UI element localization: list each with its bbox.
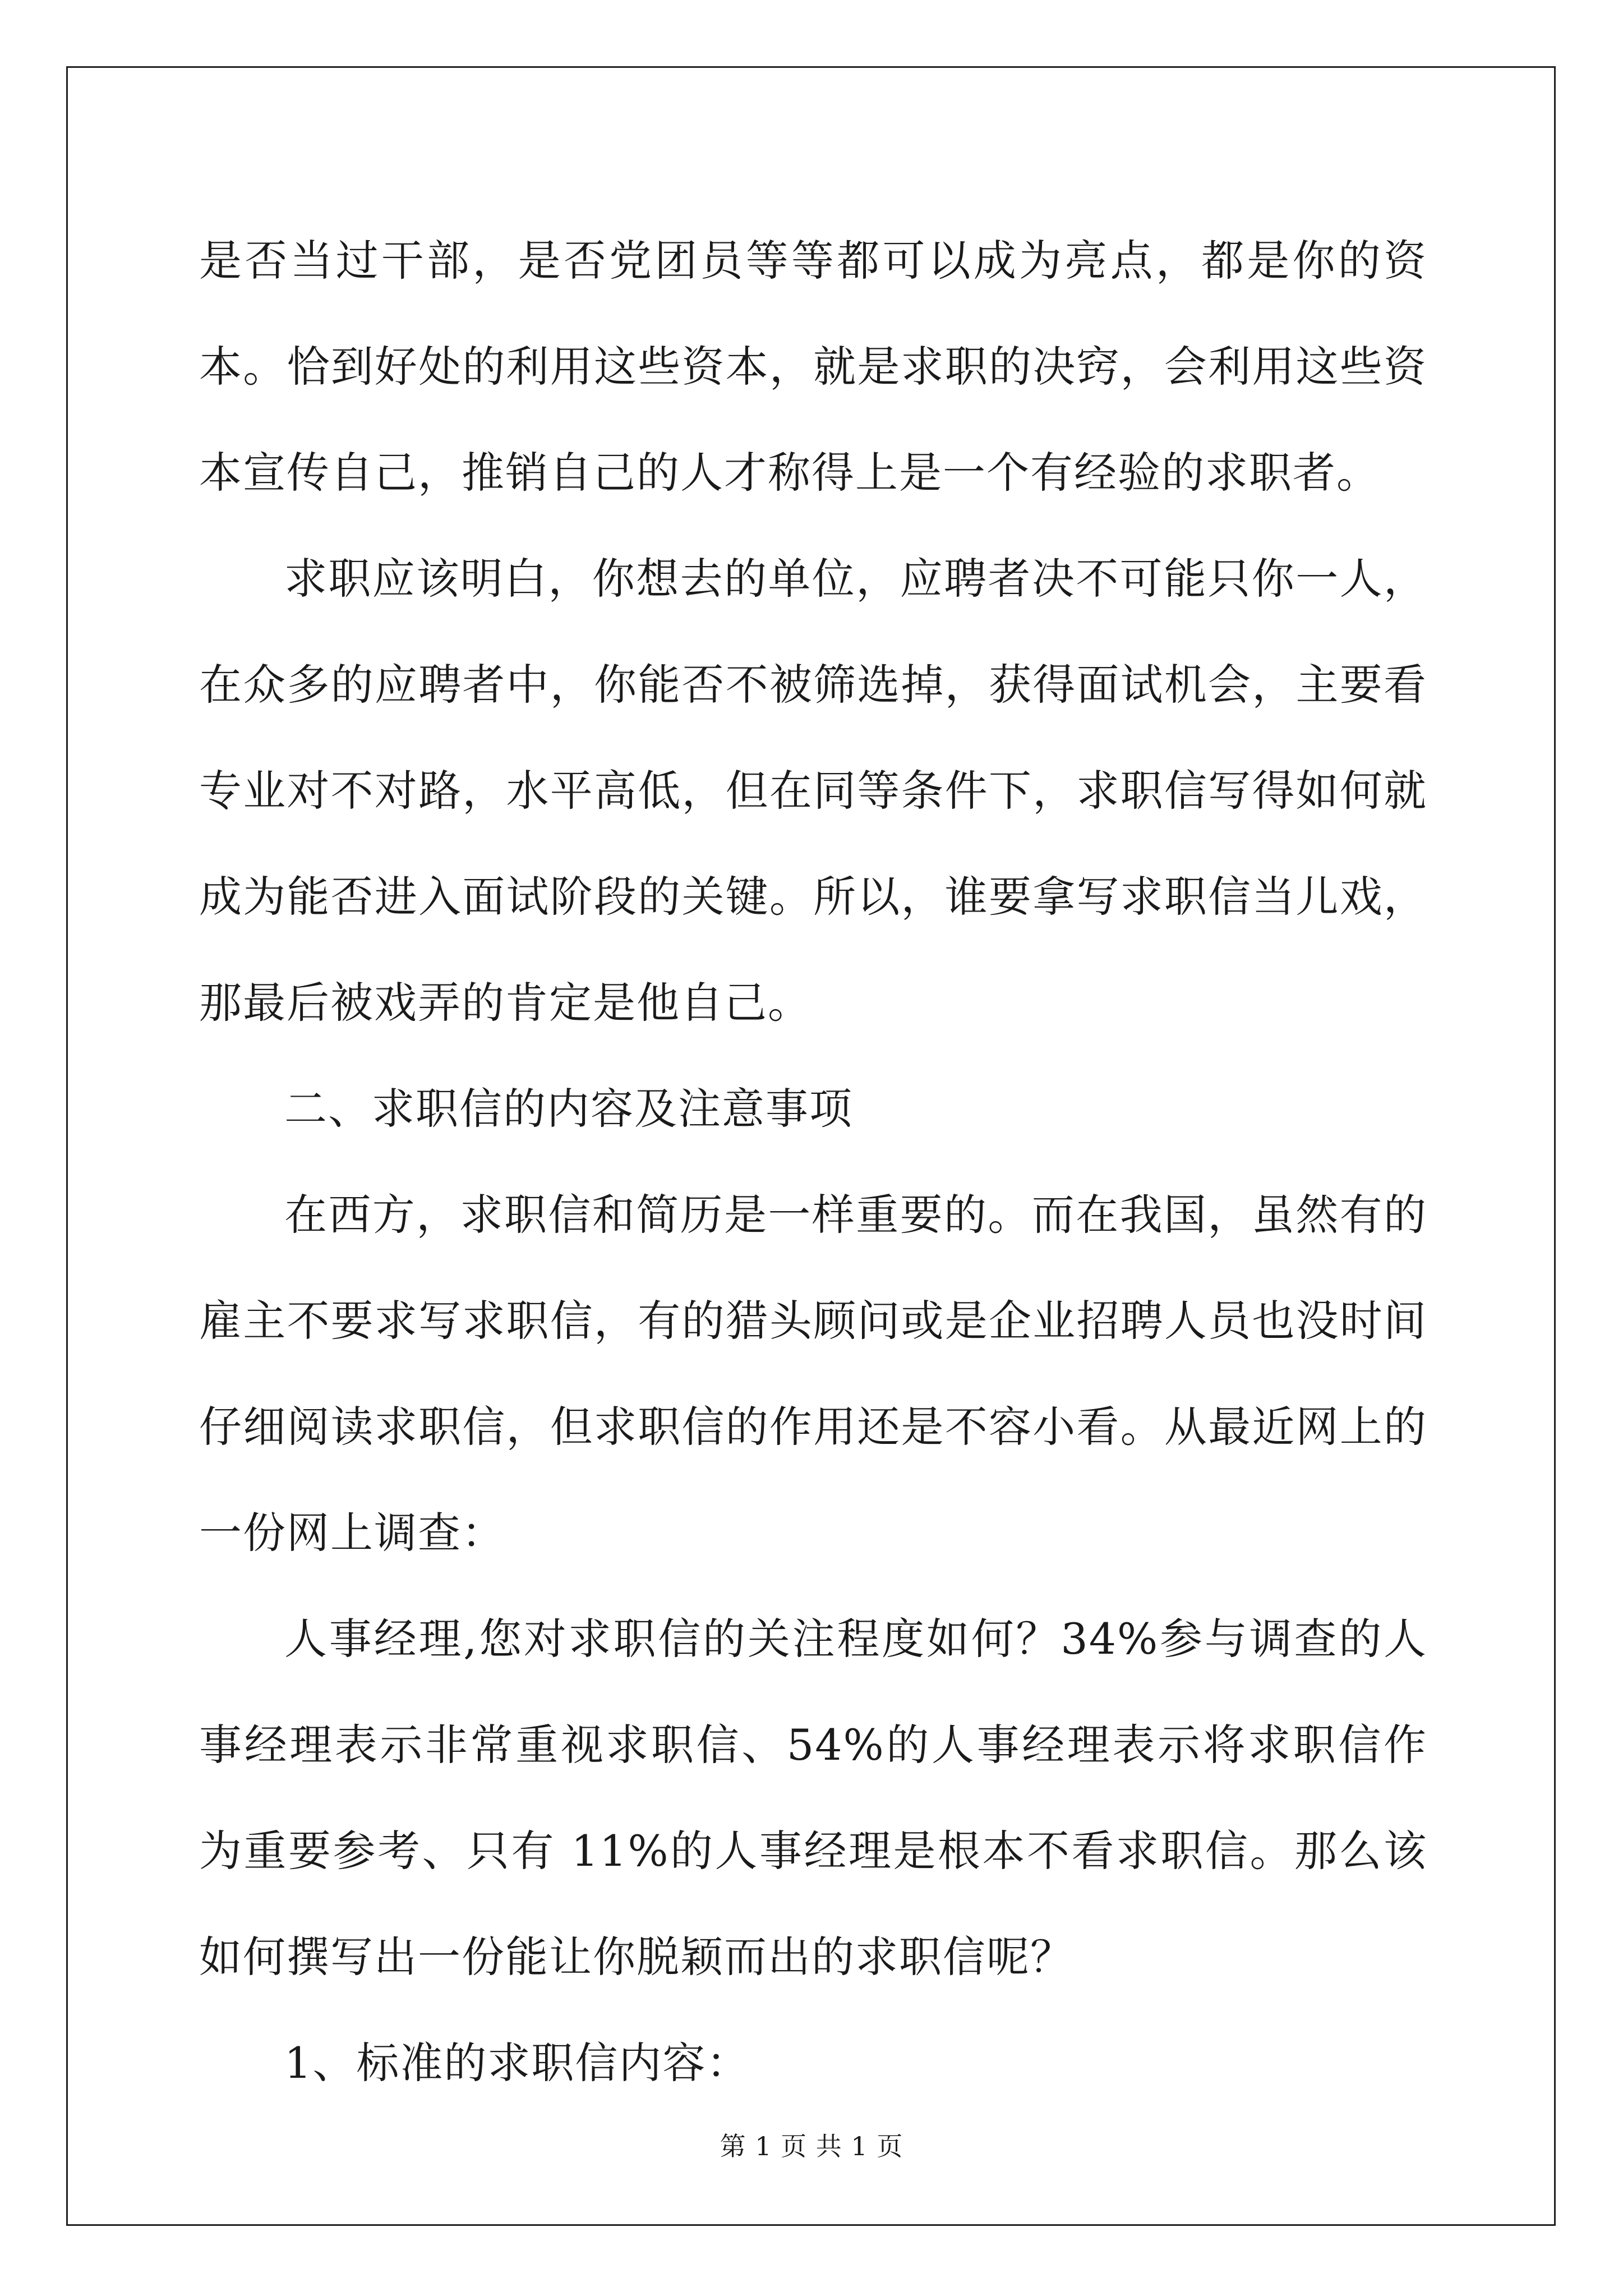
subsection-heading: 1、标准的求职信内容： xyxy=(284,2038,750,2088)
document-body xyxy=(199,208,1427,2116)
section-heading: 二、求职信的内容及注意事项 xyxy=(284,1084,853,1134)
paragraph-west-comparison: 在西方，求职信和简历是一样重要的。而在我国，虽然有的雇主不要求写求职信，有的猎头顾问或是企业招聘人员也没时间仔细阅读求职信，但求职信的作用还是不容小看。从最近网上的一份网上调查： xyxy=(199,1190,1427,1558)
paragraph-application-importance: 求职应该明白，你想去的单位，应聘者决不可能只你一人，在众多的应聘者中，你能否不被筛选掉，获得面试机会，主要看专业对不对路，水平高低，但在同等条件下，求职信写得如何就成为能否进入面试阶段的关键。所以，谁要拿写求职信当儿戏，那最后被戏弄的肯定是他自己。 xyxy=(199,554,1427,1028)
paragraph-survey-results: 人事经理,您对求职信的关注程度如何？34%参与调查的人事经理表示非常重视求职信、54%的人事经理表示将求职信作为重要参考、只有 11%的人事经理是根本不看求职信。那么该如何撰写出一份能让你脱颖而出的求职信呢？ xyxy=(199,1614,1427,1982)
paragraph-continuation: 是否当过干部，是否党团员等等都可以成为亮点，都是你的资本。恰到好处的利用这些资本，就是求职的决窍，会利用这些资本宣传自己，推销自己的人才称得上是一个有经验的求职者。 xyxy=(199,236,1427,498)
page-footer: 第 1 页 共 1 页 xyxy=(720,2131,903,2161)
